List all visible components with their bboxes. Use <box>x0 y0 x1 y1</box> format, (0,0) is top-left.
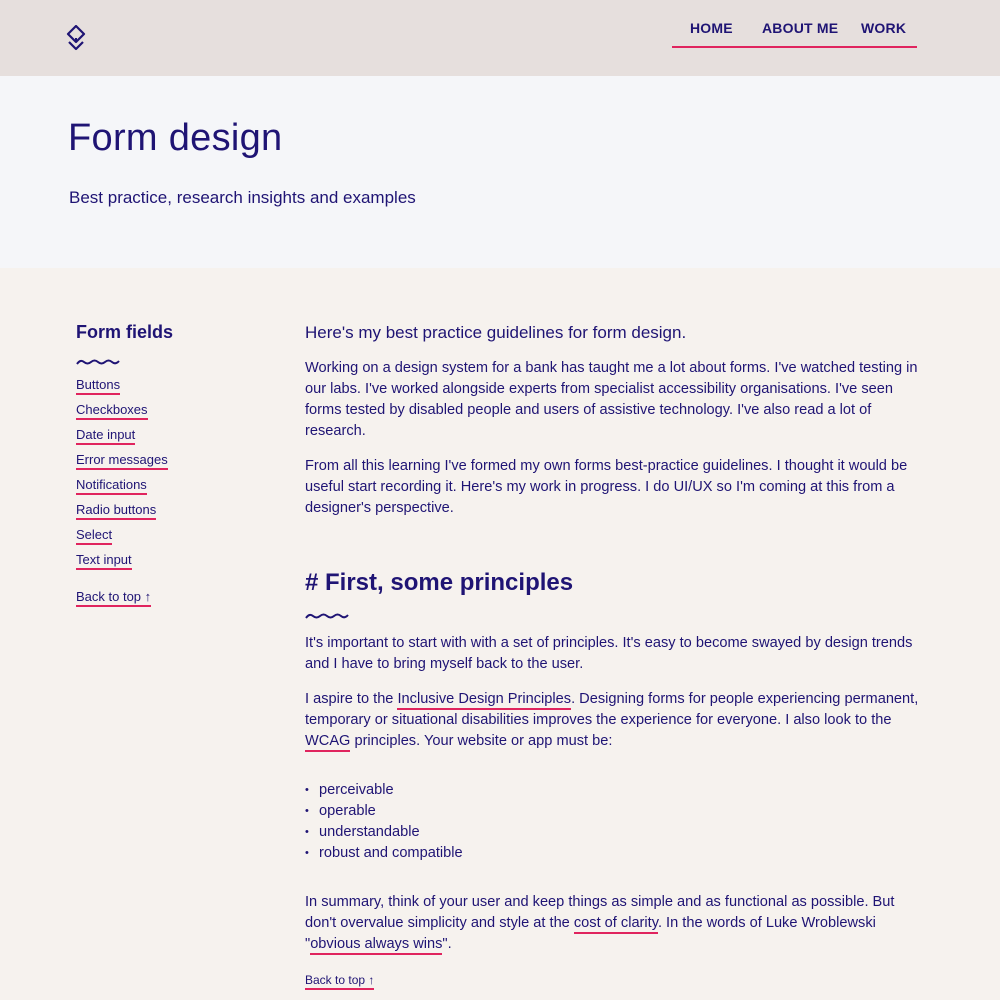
list-item: • perceivable <box>305 780 925 801</box>
page-subtitle: Best practice, research insights and examples <box>69 188 416 207</box>
hero-banner <box>0 76 1000 268</box>
sidebar-item-buttons[interactable]: Buttons <box>76 377 120 395</box>
principles-list <box>305 780 925 864</box>
sidebar-item-error-messages[interactable]: Error messages <box>76 452 168 470</box>
sidebar-item-text-input[interactable]: Text input <box>76 552 132 570</box>
summary-paragraph: In summary, think of your user and keep things as simple and as functional as possible. But don't overvalue simplicity and style at the cost of clarity. In the words of Luke Wroblewski "obvious always wins". <box>305 892 925 955</box>
nav-work-link[interactable]: WORK <box>861 20 907 36</box>
list-item <box>76 500 276 525</box>
list-item <box>76 425 276 450</box>
sidebar-heading: Form fields <box>76 322 174 342</box>
list-item: • robust and compatible <box>305 843 925 864</box>
squiggle-icon <box>305 611 349 621</box>
intro-paragraph-2: From all this learning I've formed my own forms best-practice guidelines. I thought it would be useful start recording it. Here's my work in progress. I do UI/UX so I'm coming at this from a designer's perspective. <box>305 458 908 516</box>
list-item <box>76 475 276 500</box>
intro-lead: Here's my best practice guidelines for form design. <box>305 323 687 342</box>
intro-paragraph-1: Working on a design system for a bank has taught me a lot about forms. I've watched testing in our labs. I've worked alongside experts from specialist accessibility organisations. I've seen forms tested by disabled people and users of assistive technology. I've also read a lot of research. <box>305 360 918 439</box>
diamond-logo-icon[interactable] <box>66 25 86 51</box>
sidebar <box>76 322 276 607</box>
wcag-link[interactable]: WCAG <box>305 733 350 752</box>
section-heading: # First, some principles <box>305 569 574 596</box>
site-header <box>0 0 1000 76</box>
sidebar-item-radio-buttons[interactable]: Radio buttons <box>76 502 156 520</box>
list-item: • operable <box>305 801 925 822</box>
principles-paragraph-2: I aspire to the Inclusive Design Principles. Designing forms for people experiencing permanent, temporary or situational disabilities improves the experience for everyone. I also look to the WCAG principles. Your website or app must be: <box>305 689 925 752</box>
sidebar-list <box>76 375 276 575</box>
list-item <box>76 550 276 575</box>
list-item <box>76 450 276 475</box>
obvious-always-wins-link[interactable]: obvious always wins <box>310 936 442 955</box>
page-title: Form design <box>68 117 283 159</box>
squiggle-icon <box>76 357 120 367</box>
sidebar-item-date-input[interactable]: Date input <box>76 427 135 445</box>
sidebar-item-select[interactable]: Select <box>76 527 112 545</box>
principles-paragraph-1: It's important to start with with a set of principles. It's easy to become swayed by design trends and I have to bring myself back to the user. <box>305 635 913 672</box>
main-back-to-top-link[interactable]: Back to top ↑ <box>305 973 374 990</box>
list-item <box>76 400 276 425</box>
cost-of-clarity-link[interactable]: cost of clarity <box>574 915 658 934</box>
nav-about-me-link[interactable]: ABOUT ME <box>762 20 839 36</box>
sidebar-back-to-top-link[interactable]: Back to top ↑ <box>76 589 151 607</box>
main-nav <box>672 0 917 48</box>
list-item: • understandable <box>305 822 925 843</box>
main-content <box>305 322 925 990</box>
sidebar-item-checkboxes[interactable]: Checkboxes <box>76 402 148 420</box>
nav-home-link[interactable]: HOME <box>690 20 733 36</box>
list-item <box>76 525 276 550</box>
inclusive-design-principles-link[interactable]: Inclusive Design Principles <box>397 691 571 710</box>
sidebar-item-notifications[interactable]: Notifications <box>76 477 147 495</box>
list-item <box>76 375 276 400</box>
